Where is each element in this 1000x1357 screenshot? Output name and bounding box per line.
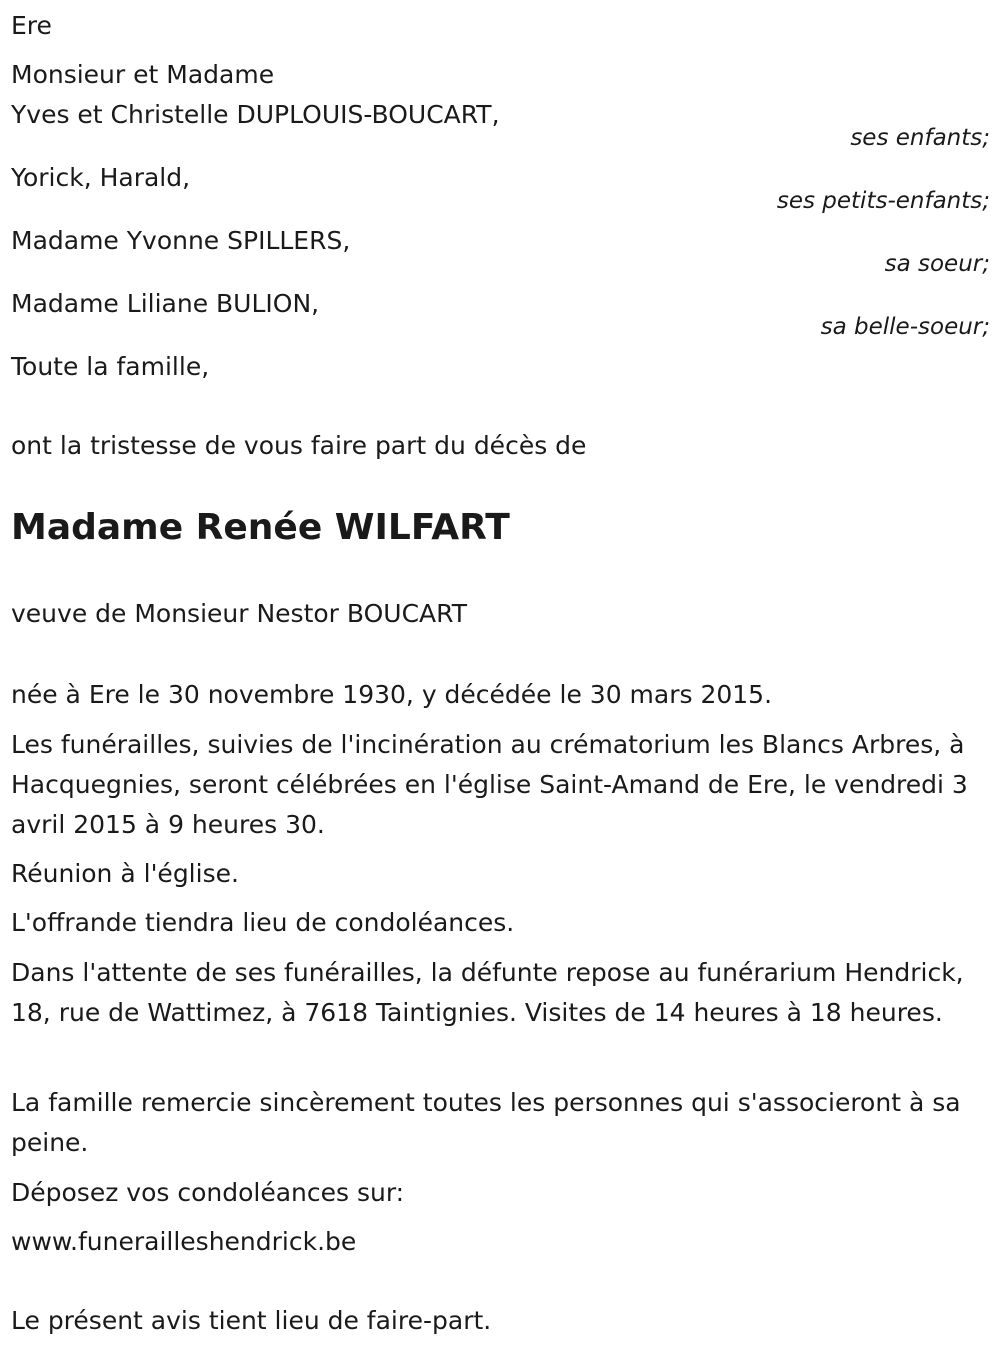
family-relation: ses enfants; [850, 125, 990, 151]
family-name-line: Toute la famille, [11, 352, 210, 381]
family-relation: sa belle-soeur; [820, 314, 990, 340]
meeting-point: Réunion à l'église. [11, 859, 239, 888]
family-name-line: Yves et Christelle DUPLOUIS-BOUCART, [11, 100, 500, 129]
family-relation: ses petits-enfants; [776, 188, 990, 214]
birth-death-dates: née à Ere le 30 novembre 1930, y décédée le 30 mars 2015. [11, 680, 773, 709]
offering-note: L'offrande tiendra lieu de condoléances. [11, 908, 515, 937]
closing-note: Le présent avis tient lieu de faire-part. [11, 1306, 492, 1335]
place-line: Ere [11, 11, 52, 40]
condolences-website: www.funerailleshendrick.be [11, 1227, 357, 1256]
condolences-label: Déposez vos condoléances sur: [11, 1178, 405, 1207]
family-name-line: Yorick, Harald, [11, 163, 191, 192]
family-name-line: Monsieur et Madame [11, 60, 275, 89]
deceased-name: Madame Renée WILFART [11, 507, 510, 548]
funeral-details: Les funérailles, suivies de l'incinération au crématorium les Blancs Arbres, à Hacquegnies, seront célébrées en l'église Saint-Amand de Ere, le vendredi 3 avril 2015 à 9 heures 30. [11, 730, 968, 839]
thanks-note: La famille remercie sincèrement toutes les personnes qui s'associeront à sa peine. [11, 1088, 961, 1157]
family-name-line: Madame Liliane BULION, [11, 289, 320, 318]
widow-of: veuve de Monsieur Nestor BOUCART [11, 599, 467, 628]
family-relation: sa soeur; [884, 251, 990, 277]
funerarium-details: Dans l'attente de ses funérailles, la défunte repose au funérarium Hendrick, 18, rue de Wattimez, à 7618 Taintignies. Visites de 14 heures à 18 heures. [11, 958, 964, 1027]
announcement: ont la tristesse de vous faire part du décès de [11, 431, 587, 460]
family-name-line: Madame Yvonne SPILLERS, [11, 226, 351, 255]
